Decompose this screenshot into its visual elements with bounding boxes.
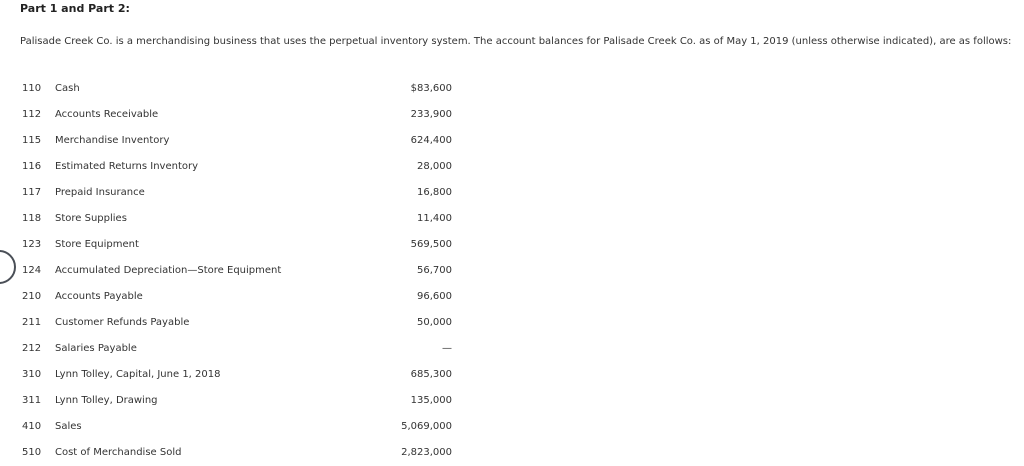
account-row [0,284,480,310]
account-number: 510 [22,447,42,458]
account-number: 123 [22,239,42,250]
account-name: Customer Refunds Payable [55,317,190,328]
account-number: 112 [22,109,42,120]
account-name: Store Supplies [55,213,127,224]
account-name: Accumulated Depreciation—Store Equipment [55,265,282,276]
account-balance: 11,400 [417,213,452,224]
account-row [0,232,480,258]
account-row [0,258,480,284]
account-name: Cash [55,83,80,94]
account-number: 212 [22,343,42,354]
account-row [0,388,480,414]
account-name: Merchandise Inventory [55,135,170,146]
account-row [0,128,480,154]
account-number: 118 [22,213,42,224]
account-row [0,362,480,388]
account-name: Estimated Returns Inventory [55,161,199,172]
account-name: Lynn Tolley, Capital, June 1, 2018 [55,369,221,380]
account-balances-list [0,76,480,466]
account-row [0,102,480,128]
account-name: Prepaid Insurance [55,187,145,198]
account-balance: — [442,343,452,354]
account-number: 310 [22,369,42,380]
account-row [0,180,480,206]
account-name: Lynn Tolley, Drawing [55,395,158,406]
account-number: 116 [22,161,42,172]
account-row [0,206,480,232]
intro-paragraph: Palisade Creek Co. is a merchandising business that uses the perpetual inventory system. The account balances for Palisade Creek Co. as of May 1, 2019 (unless otherwise indicated), are as follows: [20,36,1012,47]
account-name: Accounts Receivable [55,109,159,120]
account-balance: 50,000 [417,317,452,328]
account-name: Store Equipment [55,239,139,250]
account-name: Sales [55,421,82,432]
account-balance: 16,800 [417,187,452,198]
account-row [0,154,480,180]
account-name: Cost of Merchandise Sold [55,447,182,458]
account-number: 110 [22,83,42,94]
account-balance: 135,000 [410,395,452,406]
account-balance: 569,500 [410,239,452,250]
account-number: 117 [22,187,42,198]
account-balance: 28,000 [417,161,452,172]
account-number: 410 [22,421,42,432]
account-name: Salaries Payable [55,343,137,354]
account-number: 124 [22,265,42,276]
account-row [0,336,480,362]
account-balance: 96,600 [417,291,452,302]
account-number: 211 [22,317,42,328]
account-balance: 5,069,000 [401,421,452,432]
page-title: Part 1 and Part 2: [20,2,130,15]
account-name: Accounts Payable [55,291,143,302]
account-balance: 624,400 [410,135,452,146]
account-balance: 685,300 [410,369,452,380]
account-row [0,76,480,102]
account-balance: 56,700 [417,265,452,276]
account-row [0,440,480,466]
account-row [0,310,480,336]
account-balance: 2,823,000 [401,447,452,458]
account-row [0,414,480,440]
account-balance: $83,600 [410,83,452,94]
account-number: 311 [22,395,42,406]
account-number: 210 [22,291,42,302]
account-number: 115 [22,135,42,146]
account-balance: 233,900 [410,109,452,120]
